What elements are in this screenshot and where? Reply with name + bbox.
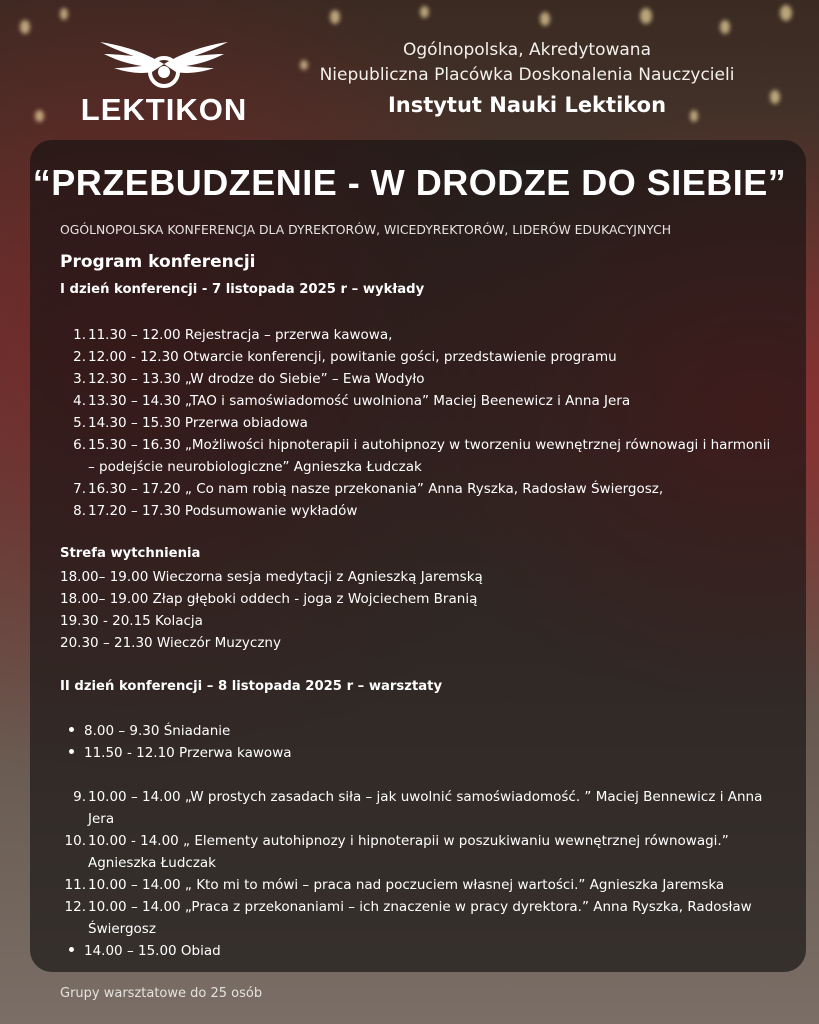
- day1-heading: I dzień konferencji - 7 listopada 2025 r – wykłady: [60, 282, 425, 297]
- footer-note: Grupy warsztatowe do 25 osób: [60, 986, 263, 1001]
- bullet-icon: [69, 749, 74, 754]
- list-item: 2. 12.00 - 12.30 Otwarcie konferencji, powitanie gości, przedstawienie programu: [73, 349, 617, 365]
- list-item: 1. 11.30 – 12.00 Rejestracja – przerwa kawowa,: [73, 327, 393, 343]
- list-item: 20.30 – 21.30 Wieczór Muzyczny: [60, 635, 281, 651]
- institution-line-2: Niepubliczna Placówka Doskonalenia Nauczycieli: [319, 65, 735, 85]
- list-item-continuation: Świergosz: [88, 921, 156, 937]
- list-item-continuation: – podejście neurobiologiczne” Agnieszka Łudczak: [88, 459, 422, 475]
- list-item: 10. 10.00 - 14.00 „ Elementy autohipnozy i hipnoterapii w poszukiwaniu wewnętrznej równowagi.”: [64, 833, 729, 849]
- list-item: 4. 13.30 – 14.30 „TAO i samoświadomość uwolniona” Maciej Beenewicz i Anna Jera: [73, 393, 631, 409]
- relax-heading: Strefa wytchnienia: [60, 546, 201, 561]
- logo-wordmark: LEKTIKON: [80, 92, 248, 127]
- bullet-icon: [69, 727, 74, 732]
- list-item-continuation: Agnieszka Łudczak: [88, 855, 216, 871]
- institution-name: Instytut Nauki Lektikon: [387, 93, 667, 117]
- list-item: 18.00– 19.00 Złap głęboki oddech - joga z Wojciechem Branią: [60, 591, 478, 607]
- list-item-continuation: Jera: [88, 811, 115, 827]
- bullet-item: 8.00 – 9.30 Śniadanie: [69, 720, 230, 742]
- conference-title: “PRZEBUDZENIE - W DRODZE DO SIEBIE”: [32, 162, 787, 203]
- bullet-item: 11.50 - 12.10 Przerwa kawowa: [69, 742, 292, 764]
- list-item: 11. 10.00 – 14.00 „ Kto mi to mówi – praca nad poczuciem własnej wartości.” Agnieszka Jaremska: [64, 877, 725, 893]
- list-item: 3. 12.30 – 13.30 „W drodze do Siebie” – Ewa Wodyło: [73, 371, 425, 387]
- bullet-icon: [69, 947, 74, 952]
- list-item: 8. 17.20 – 17.30 Podsumowanie wykładów: [73, 503, 358, 519]
- list-item: 9. 10.00 – 14.00 „W prostych zasadach siła – jak uwolnić samoświadomość. ” Maciej Bennewicz i Anna: [73, 789, 763, 805]
- winged-eye-icon: [92, 38, 236, 94]
- institution-block: [262, 38, 792, 122]
- bullet-item: 14.00 – 15.00 Obiad: [69, 940, 221, 962]
- list-item: 12. 10.00 – 14.00 „Praca z przekonaniami – ich znaczenie w pracy dyrektora.” Anna Ryszka, Radosław: [64, 899, 752, 915]
- program-heading: Program konferencji: [60, 252, 256, 272]
- list-item: 18.00– 19.00 Wieczorna sesja medytacji z Agnieszką Jaremską: [60, 569, 483, 585]
- header: [0, 0, 819, 140]
- list-item: 5. 14.30 – 15.30 Przerwa obiadowa: [73, 415, 308, 431]
- list-item: 7. 16.30 – 17.20 „ Co nam robią nasze przekonania” Anna Ryszka, Radosław Świergosz,: [73, 481, 664, 497]
- day2-heading: II dzień konferencji – 8 listopada 2025 r – warsztaty: [60, 679, 443, 694]
- list-item: 6. 15.30 – 16.30 „Możliwości hipnoterapii i autohipnozy w tworzeniu wewnętrznej równowagi i harmonii: [73, 437, 771, 453]
- list-item: 19.30 - 20.15 Kolacja: [60, 613, 203, 629]
- lektikon-logo: [74, 38, 254, 128]
- institution-line-1: Ogólnopolska, Akredytowana: [403, 40, 651, 60]
- conference-subtitle: OGÓLNOPOLSKA KONFERENCJA DLA DYREKTORÓW, WICEDYREKTORÓW, LIDERÓW EDUKACYJNYCH: [60, 222, 672, 237]
